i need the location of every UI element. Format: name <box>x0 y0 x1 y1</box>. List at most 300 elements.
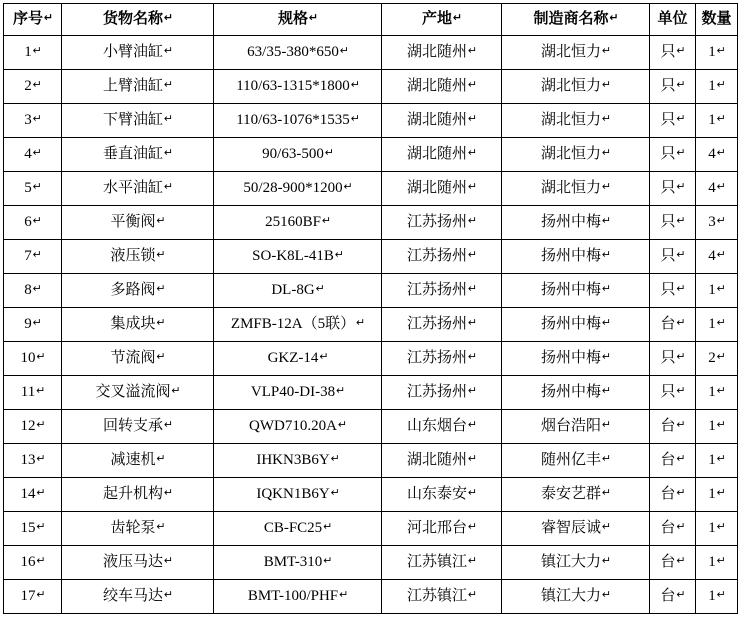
cell-spec <box>214 512 382 546</box>
cell-unit <box>650 206 696 240</box>
cell-seq-text: 4 <box>24 146 32 163</box>
paragraph-mark-icon: ↵ <box>601 180 611 194</box>
paragraph-mark-icon: ↵ <box>676 588 686 602</box>
table-row <box>4 444 738 478</box>
cell-maker-text: 扬州中梅 <box>540 282 601 299</box>
cell-spec <box>214 206 382 240</box>
paragraph-mark-icon: ↵ <box>601 486 611 500</box>
paragraph-mark-icon: ↵ <box>716 282 726 296</box>
paragraph-mark-icon: ↵ <box>32 112 42 126</box>
paragraph-mark-icon: ↵ <box>601 418 611 432</box>
column-header-qty <box>696 4 738 36</box>
cell-unit-text: 只 <box>660 384 676 401</box>
paragraph-mark-icon: ↵ <box>676 214 686 228</box>
cell-seq-text: 2 <box>24 78 32 95</box>
paragraph-mark-icon: ↵ <box>324 146 334 160</box>
cell-spec-text: 90/63-500 <box>262 146 324 163</box>
paragraph-mark-icon: ↵ <box>452 11 462 25</box>
cell-qty <box>696 342 738 376</box>
cell-name <box>62 240 214 274</box>
cell-spec-text: BMT-310 <box>263 554 323 571</box>
paragraph-mark-icon: ↵ <box>156 350 166 364</box>
cell-seq <box>4 342 62 376</box>
cell-maker-text: 镇江大力 <box>540 588 601 605</box>
cell-spec <box>214 376 382 410</box>
cell-spec <box>214 478 382 512</box>
paragraph-mark-icon: ↵ <box>343 180 353 194</box>
cell-qty <box>696 478 738 512</box>
cell-spec-text: 50/28-900*1200 <box>243 180 343 197</box>
cell-origin <box>382 478 502 512</box>
cell-name <box>62 410 214 444</box>
paragraph-mark-icon: ↵ <box>315 282 325 296</box>
cell-origin-text: 湖北随州 <box>406 44 467 61</box>
cell-name-text: 集成块 <box>110 316 156 333</box>
cell-qty-text: 4 <box>708 180 716 197</box>
cell-spec-text: IHKN3B6Y <box>256 452 330 469</box>
cell-maker-text: 泰安艺群 <box>540 486 601 503</box>
cell-seq-text: 8 <box>24 282 32 299</box>
cell-spec-text: VLP40-DI-38 <box>250 384 336 401</box>
cell-unit <box>650 546 696 580</box>
table-row <box>4 512 738 546</box>
paragraph-mark-icon: ↵ <box>338 588 349 602</box>
paragraph-mark-icon: ↵ <box>163 486 173 500</box>
cell-name <box>62 206 214 240</box>
paragraph-mark-icon: ↵ <box>334 248 344 262</box>
cell-seq-text: 3 <box>24 112 32 129</box>
cell-origin-text: 山东烟台 <box>406 418 467 435</box>
cell-qty-text: 1 <box>708 44 716 61</box>
table-row <box>4 206 738 240</box>
cell-unit-text: 台 <box>660 486 676 503</box>
cell-name-text: 水平油缸 <box>102 180 163 197</box>
column-header-unit <box>650 4 696 36</box>
paragraph-mark-icon: ↵ <box>339 44 349 58</box>
paragraph-mark-icon: ↵ <box>163 554 173 568</box>
paragraph-mark-icon: ↵ <box>676 486 686 500</box>
paragraph-mark-icon: ↵ <box>163 180 173 194</box>
column-header-maker <box>502 4 650 36</box>
cell-spec-text: CB-FC25 <box>263 520 323 537</box>
table-row <box>4 274 738 308</box>
cell-spec <box>214 70 382 104</box>
paragraph-mark-icon: ↵ <box>676 316 686 330</box>
table-body <box>4 36 738 614</box>
paragraph-mark-icon: ↵ <box>716 44 726 58</box>
paragraph-mark-icon: ↵ <box>601 384 611 398</box>
cell-qty-text: 1 <box>708 78 716 95</box>
paragraph-mark-icon: ↵ <box>36 350 46 364</box>
cell-unit-text: 台 <box>660 588 676 605</box>
paragraph-mark-icon: ↵ <box>156 452 166 466</box>
paragraph-mark-icon: ↵ <box>32 44 42 58</box>
cell-spec-text: ZMFB-12A（5联） <box>230 316 356 333</box>
column-header-qty-label: 数量 <box>701 11 732 28</box>
paragraph-mark-icon: ↵ <box>163 418 173 432</box>
column-header-seq-label: 序号 <box>12 11 43 28</box>
cell-seq-text: 10 <box>20 350 36 367</box>
cell-seq-text: 14 <box>20 486 36 503</box>
cell-name-text: 节流阀 <box>110 350 156 367</box>
cell-seq <box>4 444 62 478</box>
paragraph-mark-icon: ↵ <box>716 588 726 602</box>
cell-qty-text: 1 <box>708 452 716 469</box>
cell-unit-text: 只 <box>660 146 676 163</box>
cell-qty-text: 1 <box>708 316 716 333</box>
cell-spec-text: 25160BF <box>265 214 321 231</box>
cell-spec <box>214 172 382 206</box>
column-header-spec <box>214 4 382 36</box>
cell-unit <box>650 444 696 478</box>
paragraph-mark-icon: ↵ <box>676 350 686 364</box>
table-row <box>4 308 738 342</box>
cell-unit <box>650 376 696 410</box>
goods-table <box>3 3 738 614</box>
cell-origin-text: 江苏扬州 <box>406 316 467 333</box>
cell-name <box>62 342 214 376</box>
cell-qty-text: 4 <box>708 146 716 163</box>
table-row <box>4 70 738 104</box>
cell-name <box>62 274 214 308</box>
cell-maker <box>502 546 650 580</box>
cell-maker <box>502 104 650 138</box>
cell-maker-text: 随州亿丰 <box>540 452 601 469</box>
paragraph-mark-icon: ↵ <box>716 452 726 466</box>
cell-unit-text: 只 <box>660 112 676 129</box>
cell-qty-text: 1 <box>708 520 716 537</box>
cell-origin-text: 湖北随州 <box>406 78 467 95</box>
cell-qty <box>696 206 738 240</box>
cell-maker-text: 扬州中梅 <box>540 248 601 265</box>
cell-origin <box>382 274 502 308</box>
cell-seq <box>4 478 62 512</box>
cell-origin-text: 江苏镇江 <box>406 554 467 571</box>
cell-name <box>62 444 214 478</box>
cell-maker <box>502 580 650 614</box>
cell-maker <box>502 138 650 172</box>
paragraph-mark-icon: ↵ <box>32 214 42 228</box>
paragraph-mark-icon: ↵ <box>676 554 686 568</box>
paragraph-mark-icon: ↵ <box>467 146 477 160</box>
cell-spec-text: BMT-100/PHF <box>247 588 339 605</box>
paragraph-mark-icon: ↵ <box>601 554 611 568</box>
cell-unit-text: 只 <box>660 78 676 95</box>
cell-seq-text: 11 <box>20 384 36 401</box>
cell-spec <box>214 444 382 478</box>
paragraph-mark-icon: ↵ <box>676 78 686 92</box>
cell-seq <box>4 580 62 614</box>
cell-qty-text: 1 <box>708 112 716 129</box>
paragraph-mark-icon: ↵ <box>716 78 726 92</box>
cell-seq-text: 16 <box>20 554 36 571</box>
paragraph-mark-icon: ↵ <box>32 248 42 262</box>
cell-qty <box>696 172 738 206</box>
paragraph-mark-icon: ↵ <box>308 11 318 25</box>
column-header-origin <box>382 4 502 36</box>
cell-unit <box>650 580 696 614</box>
cell-name <box>62 138 214 172</box>
paragraph-mark-icon: ↵ <box>163 78 173 92</box>
cell-unit-text: 只 <box>660 282 676 299</box>
paragraph-mark-icon: ↵ <box>467 248 477 262</box>
paragraph-mark-icon: ↵ <box>32 78 42 92</box>
paragraph-mark-icon: ↵ <box>163 44 173 58</box>
cell-name-text: 液压锁 <box>110 248 156 265</box>
paragraph-mark-icon: ↵ <box>601 78 611 92</box>
cell-unit <box>650 104 696 138</box>
paragraph-mark-icon: ↵ <box>676 180 686 194</box>
paragraph-mark-icon: ↵ <box>676 112 686 126</box>
paragraph-mark-icon: ↵ <box>716 146 726 160</box>
cell-seq-text: 15 <box>20 520 36 537</box>
paragraph-mark-icon: ↵ <box>350 78 360 92</box>
cell-maker <box>502 512 650 546</box>
cell-name-text: 液压马达 <box>102 554 163 571</box>
cell-spec <box>214 410 382 444</box>
paragraph-mark-icon: ↵ <box>467 112 477 126</box>
cell-unit-text: 只 <box>660 214 676 231</box>
cell-qty-text: 1 <box>708 384 716 401</box>
paragraph-mark-icon: ↵ <box>676 520 686 534</box>
cell-seq-text: 12 <box>20 418 36 435</box>
paragraph-mark-icon: ↵ <box>322 520 333 534</box>
table-row <box>4 104 738 138</box>
cell-unit <box>650 410 696 444</box>
paragraph-mark-icon: ↵ <box>32 180 42 194</box>
paragraph-mark-icon: ↵ <box>716 418 726 432</box>
paragraph-mark-icon: ↵ <box>716 384 726 398</box>
paragraph-mark-icon: ↵ <box>467 214 477 228</box>
paragraph-mark-icon: ↵ <box>330 452 340 466</box>
cell-qty-text: 1 <box>708 486 716 503</box>
cell-name <box>62 308 214 342</box>
paragraph-mark-icon: ↵ <box>171 384 181 398</box>
cell-origin <box>382 172 502 206</box>
paragraph-mark-icon: ↵ <box>601 452 611 466</box>
cell-unit <box>650 36 696 70</box>
paragraph-mark-icon: ↵ <box>43 11 53 25</box>
cell-unit <box>650 512 696 546</box>
cell-unit-text: 只 <box>660 350 676 367</box>
paragraph-mark-icon: ↵ <box>467 180 477 194</box>
cell-name <box>62 376 214 410</box>
cell-maker <box>502 206 650 240</box>
table-row <box>4 376 738 410</box>
paragraph-mark-icon: ↵ <box>467 384 477 398</box>
cell-spec <box>214 342 382 376</box>
cell-unit-text: 只 <box>660 180 676 197</box>
cell-origin-text: 河北邢台 <box>406 520 467 537</box>
cell-spec-text: GKZ-14 <box>267 350 319 367</box>
cell-maker-text: 镇江大力 <box>540 554 601 571</box>
cell-unit-text: 台 <box>660 316 676 333</box>
cell-maker-text: 扬州中梅 <box>540 214 601 231</box>
paragraph-mark-icon: ↵ <box>32 316 42 330</box>
cell-qty-text: 2 <box>708 350 716 367</box>
paragraph-mark-icon: ↵ <box>467 78 477 92</box>
cell-origin-text: 湖北随州 <box>406 452 467 469</box>
cell-maker-text: 湖北恒力 <box>540 146 601 163</box>
cell-unit <box>650 240 696 274</box>
paragraph-mark-icon: ↵ <box>163 112 173 126</box>
paragraph-mark-icon: ↵ <box>609 11 619 25</box>
paragraph-mark-icon: ↵ <box>601 316 611 330</box>
table-row <box>4 478 738 512</box>
paragraph-mark-icon: ↵ <box>156 282 166 296</box>
cell-seq <box>4 376 62 410</box>
cell-unit <box>650 138 696 172</box>
paragraph-mark-icon: ↵ <box>156 214 166 228</box>
cell-name-text: 下臂油缸 <box>102 112 163 129</box>
paragraph-mark-icon: ↵ <box>601 248 611 262</box>
cell-origin <box>382 444 502 478</box>
cell-unit-text: 台 <box>660 520 676 537</box>
cell-origin <box>382 410 502 444</box>
cell-qty <box>696 410 738 444</box>
cell-qty-text: 1 <box>708 282 716 299</box>
cell-qty <box>696 104 738 138</box>
column-header-spec-label: 规格 <box>277 11 308 28</box>
paragraph-mark-icon: ↵ <box>716 112 726 126</box>
cell-spec-text: 110/63-1315*1800 <box>236 78 350 95</box>
cell-origin-text: 江苏扬州 <box>406 384 467 401</box>
cell-maker-text: 湖北恒力 <box>540 44 601 61</box>
cell-seq-text: 13 <box>20 452 36 469</box>
paragraph-mark-icon: ↵ <box>163 588 173 602</box>
paragraph-mark-icon: ↵ <box>601 214 611 228</box>
cell-seq <box>4 240 62 274</box>
cell-seq-text: 17 <box>20 588 36 605</box>
column-header-name <box>62 4 214 36</box>
cell-origin-text: 江苏扬州 <box>406 248 467 265</box>
table-row <box>4 240 738 274</box>
cell-spec <box>214 104 382 138</box>
cell-maker-text: 湖北恒力 <box>540 78 601 95</box>
cell-unit <box>650 274 696 308</box>
cell-spec-text: DL-8G <box>271 282 315 299</box>
cell-unit-text: 只 <box>660 248 676 265</box>
table-row <box>4 410 738 444</box>
cell-seq <box>4 410 62 444</box>
paragraph-mark-icon: ↵ <box>467 520 477 534</box>
cell-unit <box>650 478 696 512</box>
cell-name-text: 交叉溢流阀 <box>95 384 171 401</box>
paragraph-mark-icon: ↵ <box>36 452 46 466</box>
cell-qty-text: 3 <box>708 214 716 231</box>
cell-origin <box>382 36 502 70</box>
cell-unit <box>650 70 696 104</box>
paragraph-mark-icon: ↵ <box>156 248 166 262</box>
paragraph-mark-icon: ↵ <box>676 452 686 466</box>
cell-name-text: 减速机 <box>110 452 156 469</box>
cell-unit <box>650 308 696 342</box>
cell-origin-text: 江苏扬州 <box>406 350 467 367</box>
column-header-maker-label: 制造商名称 <box>533 11 609 28</box>
cell-name-text: 上臂油缸 <box>102 78 163 95</box>
paragraph-mark-icon: ↵ <box>716 350 726 364</box>
cell-unit-text: 只 <box>660 44 676 61</box>
cell-spec <box>214 308 382 342</box>
cell-spec <box>214 138 382 172</box>
cell-qty <box>696 308 738 342</box>
cell-qty <box>696 36 738 70</box>
cell-seq-text: 1 <box>24 44 32 61</box>
paragraph-mark-icon: ↵ <box>467 282 477 296</box>
paragraph-mark-icon: ↵ <box>601 44 611 58</box>
cell-maker-text: 扬州中梅 <box>540 316 601 333</box>
cell-spec <box>214 546 382 580</box>
cell-spec <box>214 36 382 70</box>
paragraph-mark-icon: ↵ <box>716 214 726 228</box>
cell-qty <box>696 274 738 308</box>
cell-name-text: 起升机构 <box>102 486 163 503</box>
table-header <box>4 4 738 36</box>
paragraph-mark-icon: ↵ <box>676 384 686 398</box>
cell-origin <box>382 138 502 172</box>
paragraph-mark-icon: ↵ <box>601 588 611 602</box>
cell-maker <box>502 70 650 104</box>
cell-name-text: 齿轮泵 <box>110 520 156 537</box>
cell-name-text: 平衡阀 <box>110 214 156 231</box>
paragraph-mark-icon: ↵ <box>36 588 46 602</box>
cell-qty-text: 4 <box>708 248 716 265</box>
table-row <box>4 580 738 614</box>
column-header-origin-label: 产地 <box>421 11 452 28</box>
paragraph-mark-icon: ↵ <box>163 146 173 160</box>
paragraph-mark-icon: ↵ <box>467 44 477 58</box>
cell-maker <box>502 376 650 410</box>
column-header-unit-label: 单位 <box>657 11 688 28</box>
paragraph-mark-icon: ↵ <box>467 588 477 602</box>
paragraph-mark-icon: ↵ <box>36 554 46 568</box>
paragraph-mark-icon: ↵ <box>156 316 166 330</box>
cell-unit-text: 台 <box>660 554 676 571</box>
cell-origin-text: 湖北随州 <box>406 146 467 163</box>
paragraph-mark-icon: ↵ <box>36 418 46 432</box>
cell-name-text: 多路阀 <box>110 282 156 299</box>
cell-maker <box>502 36 650 70</box>
cell-spec <box>214 274 382 308</box>
paragraph-mark-icon: ↵ <box>716 486 726 500</box>
cell-maker <box>502 342 650 376</box>
cell-name-text: 回转支承 <box>102 418 163 435</box>
paragraph-mark-icon: ↵ <box>467 554 477 568</box>
cell-origin <box>382 512 502 546</box>
cell-qty <box>696 512 738 546</box>
paragraph-mark-icon: ↵ <box>36 520 46 534</box>
cell-spec-text: QWD710.20A <box>249 418 337 435</box>
cell-maker <box>502 240 650 274</box>
paragraph-mark-icon: ↵ <box>601 520 611 534</box>
table-row <box>4 546 738 580</box>
paragraph-mark-icon: ↵ <box>601 112 611 126</box>
cell-qty <box>696 70 738 104</box>
paragraph-mark-icon: ↵ <box>716 180 726 194</box>
paragraph-mark-icon: ↵ <box>467 452 477 466</box>
paragraph-mark-icon: ↵ <box>323 554 333 568</box>
cell-maker <box>502 274 650 308</box>
cell-seq <box>4 138 62 172</box>
cell-origin <box>382 206 502 240</box>
paragraph-mark-icon: ↵ <box>676 146 686 160</box>
cell-maker-text: 湖北恒力 <box>540 112 601 129</box>
cell-maker <box>502 308 650 342</box>
cell-spec <box>214 240 382 274</box>
cell-spec-text: SO-K8L-41B <box>252 248 334 265</box>
cell-qty <box>696 580 738 614</box>
cell-qty <box>696 376 738 410</box>
